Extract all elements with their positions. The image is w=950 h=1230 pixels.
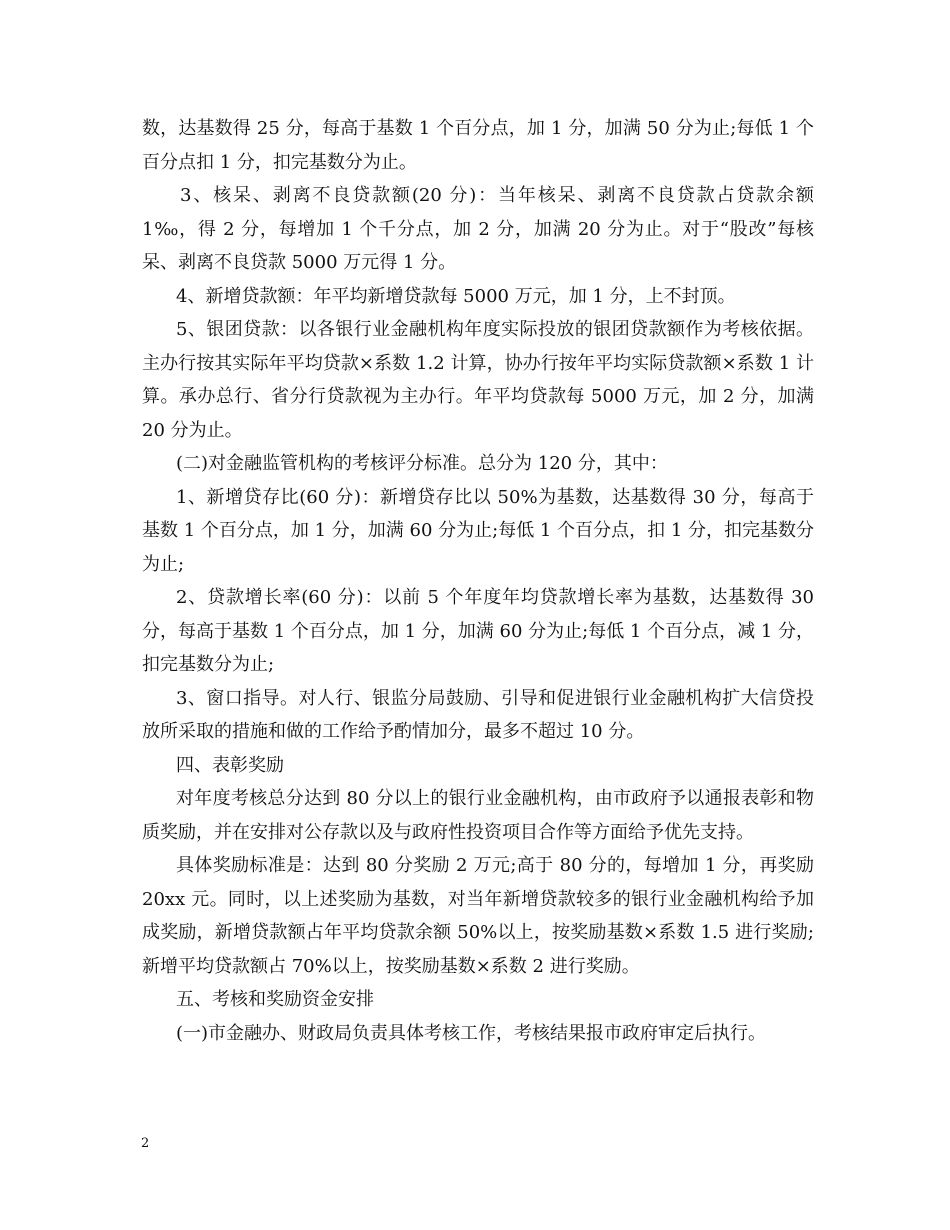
paragraph-reward-standard: 具体奖励标准是：达到 80 分奖励 2 万元;高于 80 分的，每增加 1 分，再奖励 20xx 元。同时，以上述奖励为基数，对当年新增贷款较多的银行业金融机构给予加成奖励，新增贷款额占年平均贷款余额 50%以上，按奖励基数×系数 1.5 进行奖励;新增平均贷款额占 70%以上，按奖励基数×系数 2 进行奖励。 <box>142 855 814 977</box>
paragraph-loan-deposit-ratio: 1、新增贷存比(60 分)：新增贷存比以 50%为基数，达基数得 30 分，每高于基数 1 个百分点，加 1 分，加满 60 分为止;每低 1 个百分点，扣 1 分，扣完基数分为止; <box>142 486 814 575</box>
document-body <box>142 112 814 1050</box>
section-heading-funds: 五、考核和奖励资金安排 <box>176 989 374 1010</box>
section-heading-rewards: 四、表彰奖励 <box>176 754 284 776</box>
paragraph-continuation: 数，达基数得 25 分，每高于基数 1 个百分点，加 1 分，加满 50 分为止;每低 1 个百分点扣 1 分，扣完基数分为止。 <box>142 118 814 173</box>
paragraph-funds-arrangement: (一)市金融办、财政局负责具体考核工作，考核结果报市政府审定后执行。 <box>176 1022 767 1044</box>
paragraph-new-loans: 4、新增贷款额：年平均新增贷款每 5000 万元，加 1 分，上不封顶。 <box>176 285 736 307</box>
paragraph-window-guidance: 3、窗口指导。对人行、银监分局鼓励、引导和促进银行业金融机构扩大信贷投放所采取的措施和做的工作给予酌情加分，最多不超过 10 分。 <box>142 687 814 742</box>
paragraph-rewards-intro: 对年度考核总分达到 80 分以上的银行业金融机构，由市政府予以通报表彰和物质奖励，并在安排对公存款以及与政府性投资项目合作等方面给予优先支持。 <box>142 788 814 843</box>
paragraph-bad-loans: 3、核呆、剥离不良贷款额(20 分)：当年核呆、剥离不良贷款占贷款余额 1‰，得 2 分，每增加 1 个千分点，加 2 分，加满 20 分为止。对于“股改”每核呆、剥离不良贷款 5000 万元得 1 分。 <box>142 185 814 273</box>
paragraph-syndicated-loans: 5、银团贷款：以各银行业金融机构年度实际投放的银团贷款额作为考核依据。主办行按其实际年平均贷款×系数 1.2 计算，协办行按年平均实际贷款额×系数 1 计算。承办总行、省分行贷款视为主办行。年平均贷款每 5000 万元，加 2 分，加满 20 分为止。 <box>142 319 814 441</box>
paragraph-regulator-standard: (二)对金融监管机构的考核评分标准。总分为 120 分，其中： <box>176 453 668 474</box>
page-number: 2 <box>141 1136 150 1151</box>
paragraph-loan-growth: 2、贷款增长率(60 分)：以前 5 个年度年均贷款增长率为基数，达基数得 30 分，每高于基数 1 个百分点，加 1 分，加满 60 分为止;每低 1 个百分点，减 1 分，扣完基数分为止; <box>142 587 814 675</box>
